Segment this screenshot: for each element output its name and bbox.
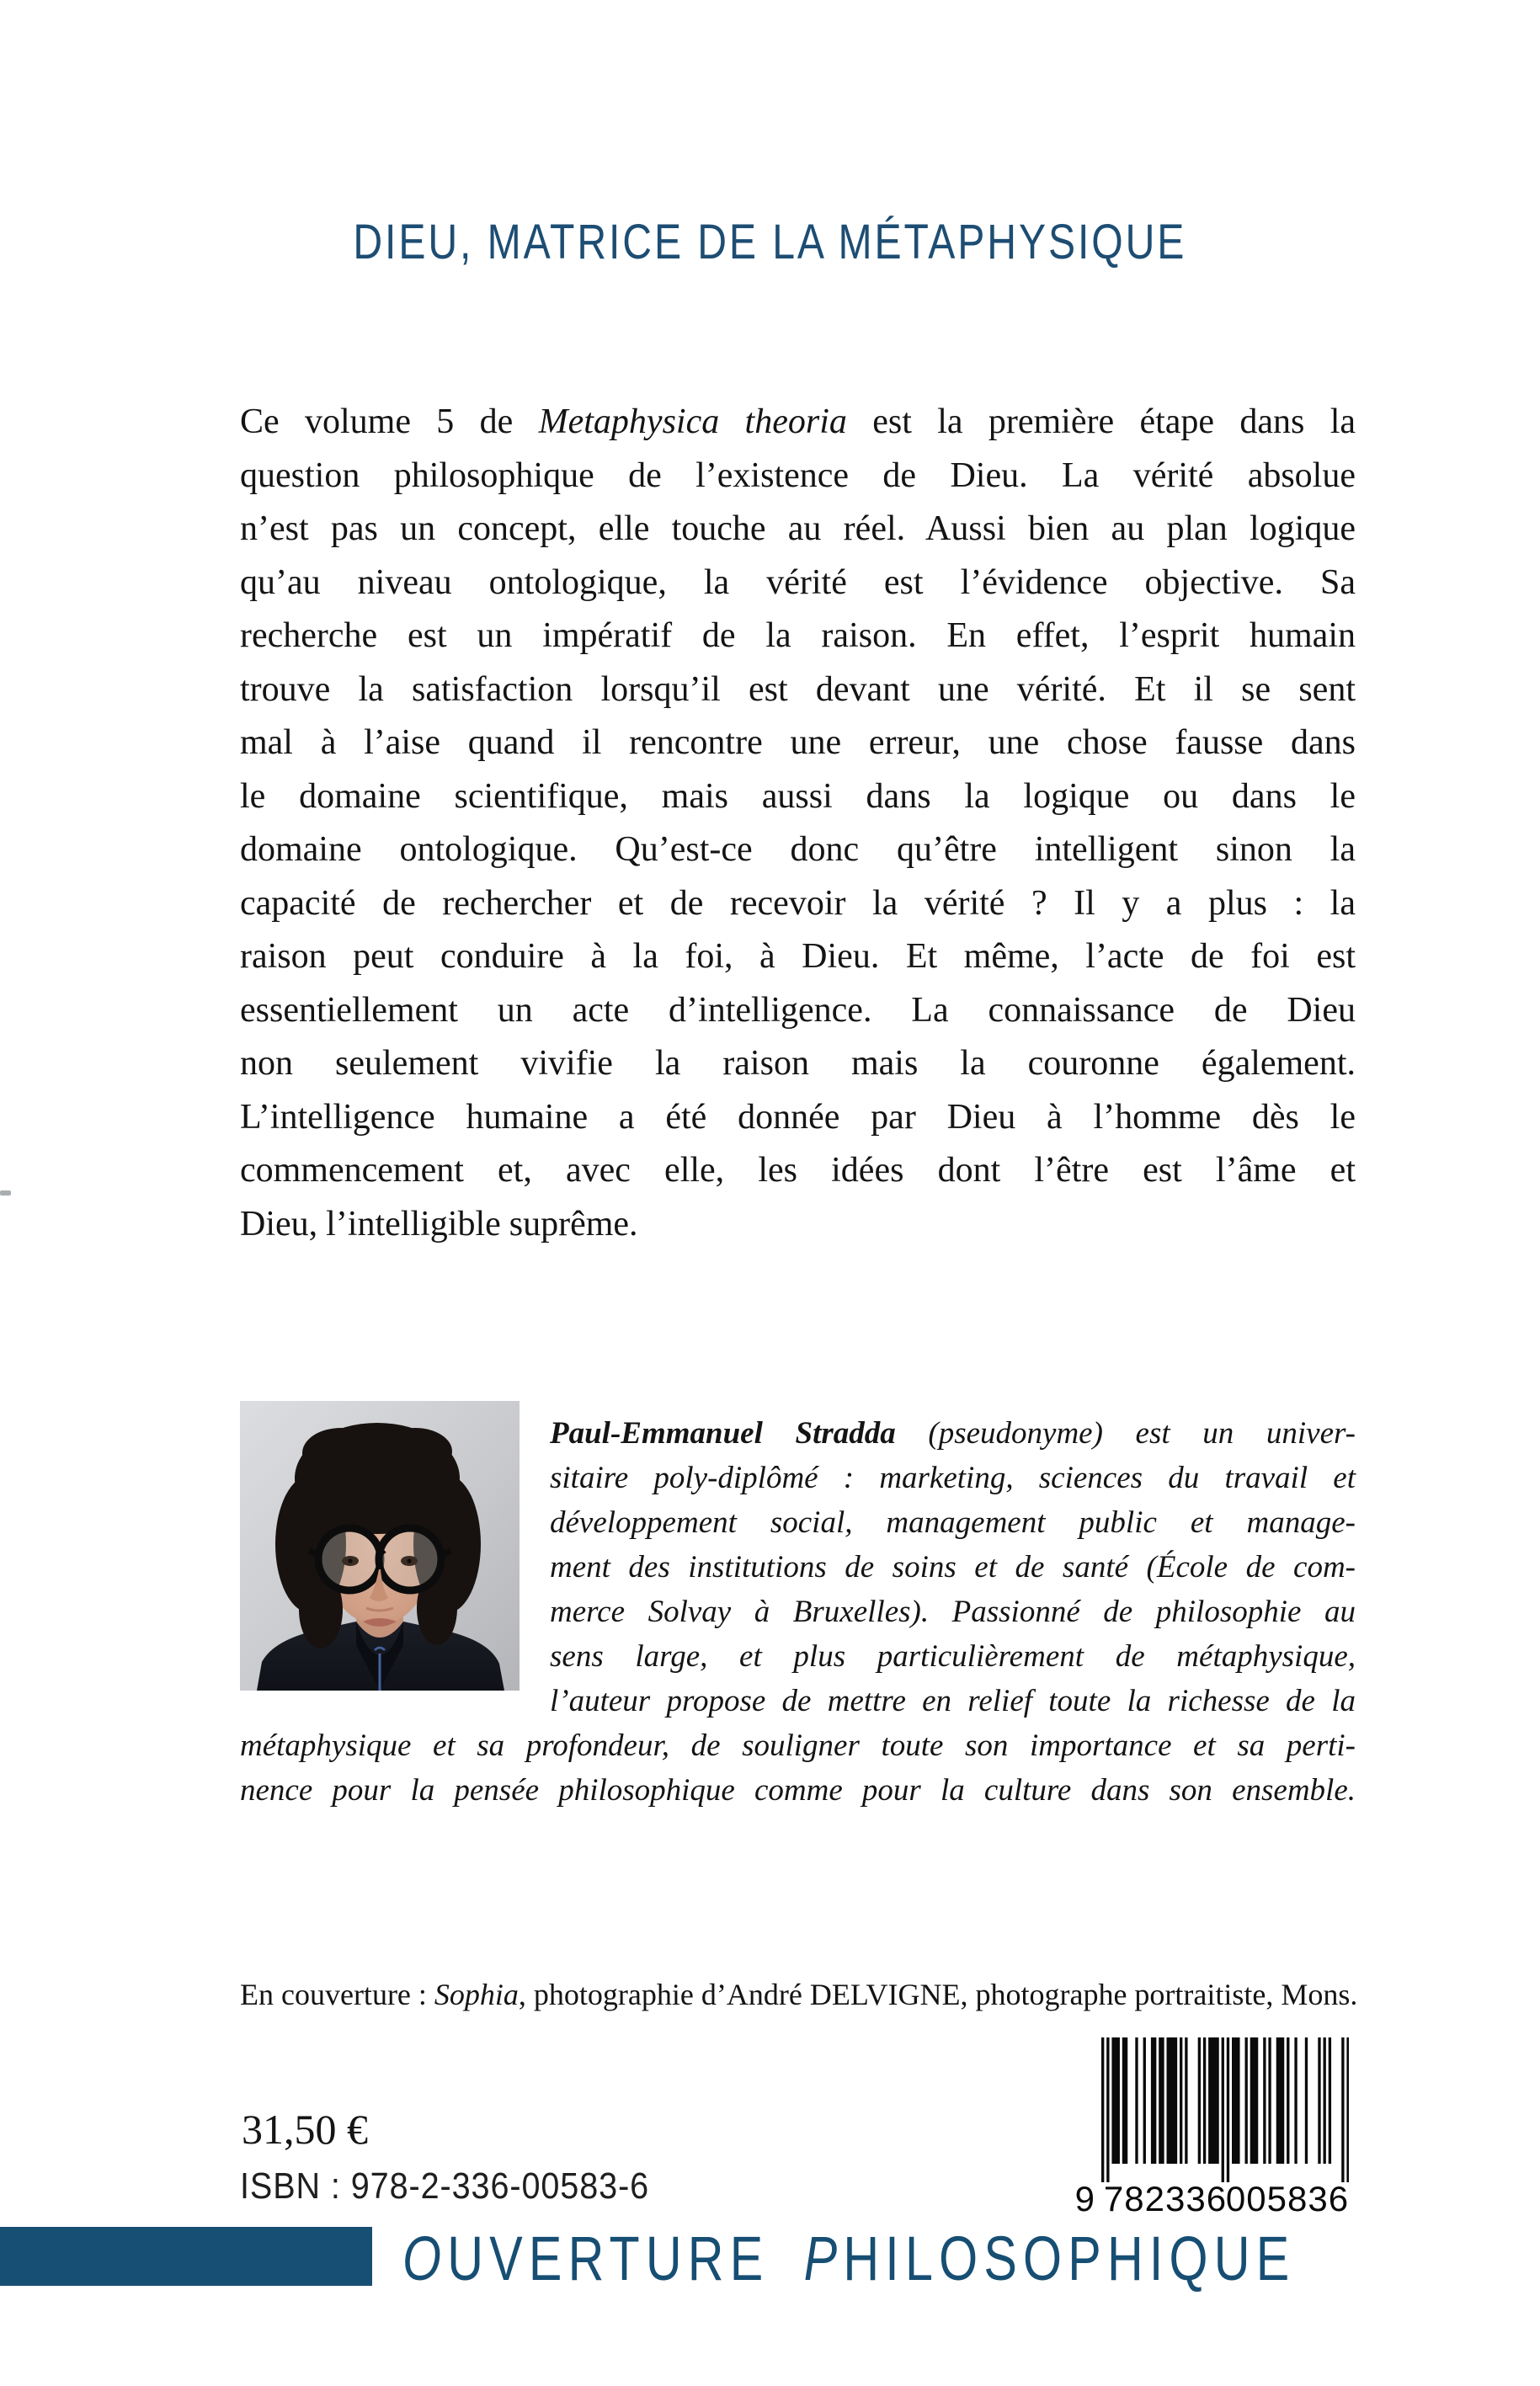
barcode-digits-left: 782336 xyxy=(1103,2179,1228,2216)
collection-banner: OUVERTURE PHILOSOPHIQUE xyxy=(402,2224,1296,2293)
synopsis-line: n’est pas un concept, elle touche au réel. Aussi bien au plan logique xyxy=(240,509,1356,548)
bio-line: l’auteur propose de mettre en relief toute la richesse de la xyxy=(550,1684,1356,1718)
synopsis-line: recherche est un impératif de la raison. En effet, l’esprit humain xyxy=(240,616,1356,655)
barcode-digit-first: 9 xyxy=(1074,2179,1095,2216)
synopsis xyxy=(240,396,1356,1251)
synopsis-line: Dieu, l’intelligible suprême. xyxy=(240,1204,638,1244)
synopsis-body xyxy=(240,450,1356,1198)
bio-line: sitaire poly-diplômé : marketing, sciences du travail et xyxy=(550,1461,1356,1495)
bio-line: ment des institutions de soins et de santé (École de com- xyxy=(550,1550,1356,1584)
bio-line: merce Solvay à Bruxelles). Passionné de philosophie au xyxy=(550,1595,1356,1629)
barcode-digits-right: 005836 xyxy=(1225,2179,1349,2216)
bio-line: nence pour la pensée philosophique comme pour la culture dans son ensemble. xyxy=(240,1773,1356,1808)
ean13-barcode xyxy=(1071,2037,1349,2216)
synopsis-line: capacité de rechercher et de recevoir la vérité ? Il y a plus : la xyxy=(240,883,1356,923)
author-bio xyxy=(240,1398,1356,1813)
synopsis-line: trouve la satisfaction lorsqu’il est devant une vérité. Et il se sent xyxy=(240,669,1356,709)
scan-artifact xyxy=(0,1190,11,1196)
bio-line: métaphysique et sa profondeur, de souligner toute son importance et sa perti- xyxy=(240,1728,1356,1763)
synopsis-line: commencement et, avec elle, les idées dont l’être est l’âme et xyxy=(240,1151,1356,1190)
author-photo xyxy=(240,1401,520,1691)
bio-line: Paul-Emmanuel Stradda (pseudonyme) est un univer- xyxy=(550,1416,1356,1451)
synopsis-line: mal à l’aise quand il rencontre une erreur, une chose fausse dans xyxy=(240,723,1356,762)
synopsis-line: raison peut conduire à la foi, à Dieu. Et même, l’acte de foi est xyxy=(240,937,1356,976)
synopsis-line: non seulement vivifie la raison mais la couronne également. xyxy=(240,1044,1356,1083)
cover-artwork-title: Sophia xyxy=(434,1978,519,2011)
synopsis-line: question philosophique de l’existence de Dieu. La vérité absolue xyxy=(240,455,1356,495)
synopsis-line: domaine ontologique. Qu’est-ce donc qu’être intelligent sinon la xyxy=(240,830,1356,869)
synopsis-line: le domaine scientifique, mais aussi dans la logique ou dans le xyxy=(240,776,1356,816)
banner-bar xyxy=(0,2227,372,2286)
bio-line: développement social, management public et manage- xyxy=(550,1505,1356,1540)
cover-credit: En couverture : Sophia, photographie d’André DELVIGNE, photographe portraitiste, Mons. xyxy=(240,1978,1358,2011)
book-title xyxy=(0,214,1540,270)
synopsis-line: Ce volume 5 de Metaphysica theoria est la première étape dans la xyxy=(240,402,1356,441)
synopsis-line: qu’au niveau ontologique, la vérité est l’évidence objective. Sa xyxy=(240,562,1356,602)
synopsis-line: L’intelligence humaine a été donnée par Dieu à l’homme dès le xyxy=(240,1097,1356,1137)
synopsis-line: essentiellement un acte d’intelligence. La connaissance de Dieu xyxy=(240,990,1356,1030)
price: 31,50 € xyxy=(242,2106,368,2153)
author-name: Paul-Emmanuel Stradda xyxy=(550,1416,896,1451)
book-title-text: DIEU, MATRICE DE LA MÉTAPHYSIQUE xyxy=(353,215,1187,269)
bio-line: sens large, et plus particulièrement de métaphysique, xyxy=(550,1639,1356,1674)
isbn: ISBN : 978-2-336-00583-6 xyxy=(240,2165,650,2207)
series-name: Metaphysica theoria xyxy=(538,402,847,441)
